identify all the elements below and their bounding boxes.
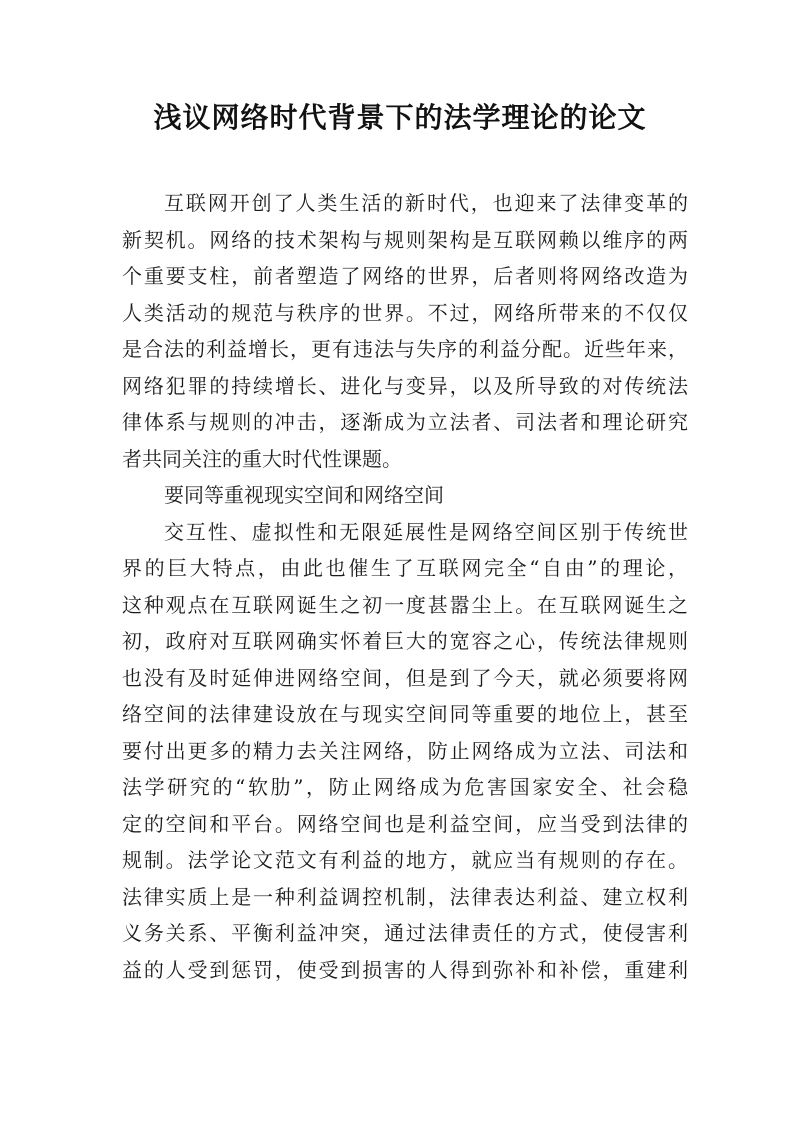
text-line: 交互性、虚拟性和无限延展性是网络空间区别于传统世 (164, 519, 688, 544)
document-body (122, 185, 688, 988)
text-line: 定的空间和平台。网络空间也是利益空间，应当受到法律的 (122, 811, 688, 836)
text-line: 规制。法学论文范文有利益的地方，就应当有规则的存在。 (122, 848, 688, 872)
text-line: 界的巨大特点，由此也催生了互联网完全“自由”的理论， (122, 556, 688, 580)
text-line: 这种观点在互联网诞生之初一度甚嚣尘上。在互联网诞生之 (122, 592, 688, 617)
text-line: 互联网开创了人类生活的新时代，也迎来了法律变革的 (164, 191, 688, 215)
text-line: 法律实质上是一种利益调控机制，法律表达利益、建立权利 (122, 884, 688, 909)
text-line: 络空间的法律建设放在与现实空间同等重要的地位上，甚至 (122, 702, 688, 726)
text-line: 网络犯罪的持续增长、进化与变异，以及所导致的对传统法 (122, 373, 688, 398)
text-line: 是合法的利益增长，更有违法与失序的利益分配。近些年来， (122, 337, 688, 361)
text-line: 要付出更多的精力去关注网络，防止网络成为立法、司法和 (122, 738, 688, 763)
text-line: 义务关系、平衡利益冲突，通过法律责任的方式，使侵害利 (122, 921, 688, 945)
text-line: 新契机。网络的技术架构与规则架构是互联网赖以维序的两 (122, 227, 688, 252)
text-line: 人类活动的规范与秩序的世界。不过，网络所带来的不仅仅 (122, 300, 688, 325)
section-heading: 要同等重视现实空间和网络空间 (164, 483, 444, 507)
text-line: 法学研究的“软肋”，防止网络成为危害国家安全、社会稳 (122, 775, 688, 799)
text-line: 律体系与规则的冲击，逐渐成为立法者、司法者和理论研究 (122, 410, 688, 434)
text-line: 也没有及时延伸进网络空间，但是到了今天，就必须要将网 (122, 665, 688, 690)
text-line: 初，政府对互联网确实怀着巨大的宽容之心，传统法律规则 (122, 629, 688, 653)
text-line: 者共同关注的重大时代性课题。 (122, 446, 402, 471)
document-title: 浅议网络时代背景下的法学理论的论文 (153, 101, 647, 134)
text-line: 益的人受到惩罚，使受到损害的人得到弥补和补偿，重建利 (122, 957, 688, 982)
text-line: 个重要支柱，前者塑造了网络的世界，后者则将网络改造为 (122, 264, 688, 288)
